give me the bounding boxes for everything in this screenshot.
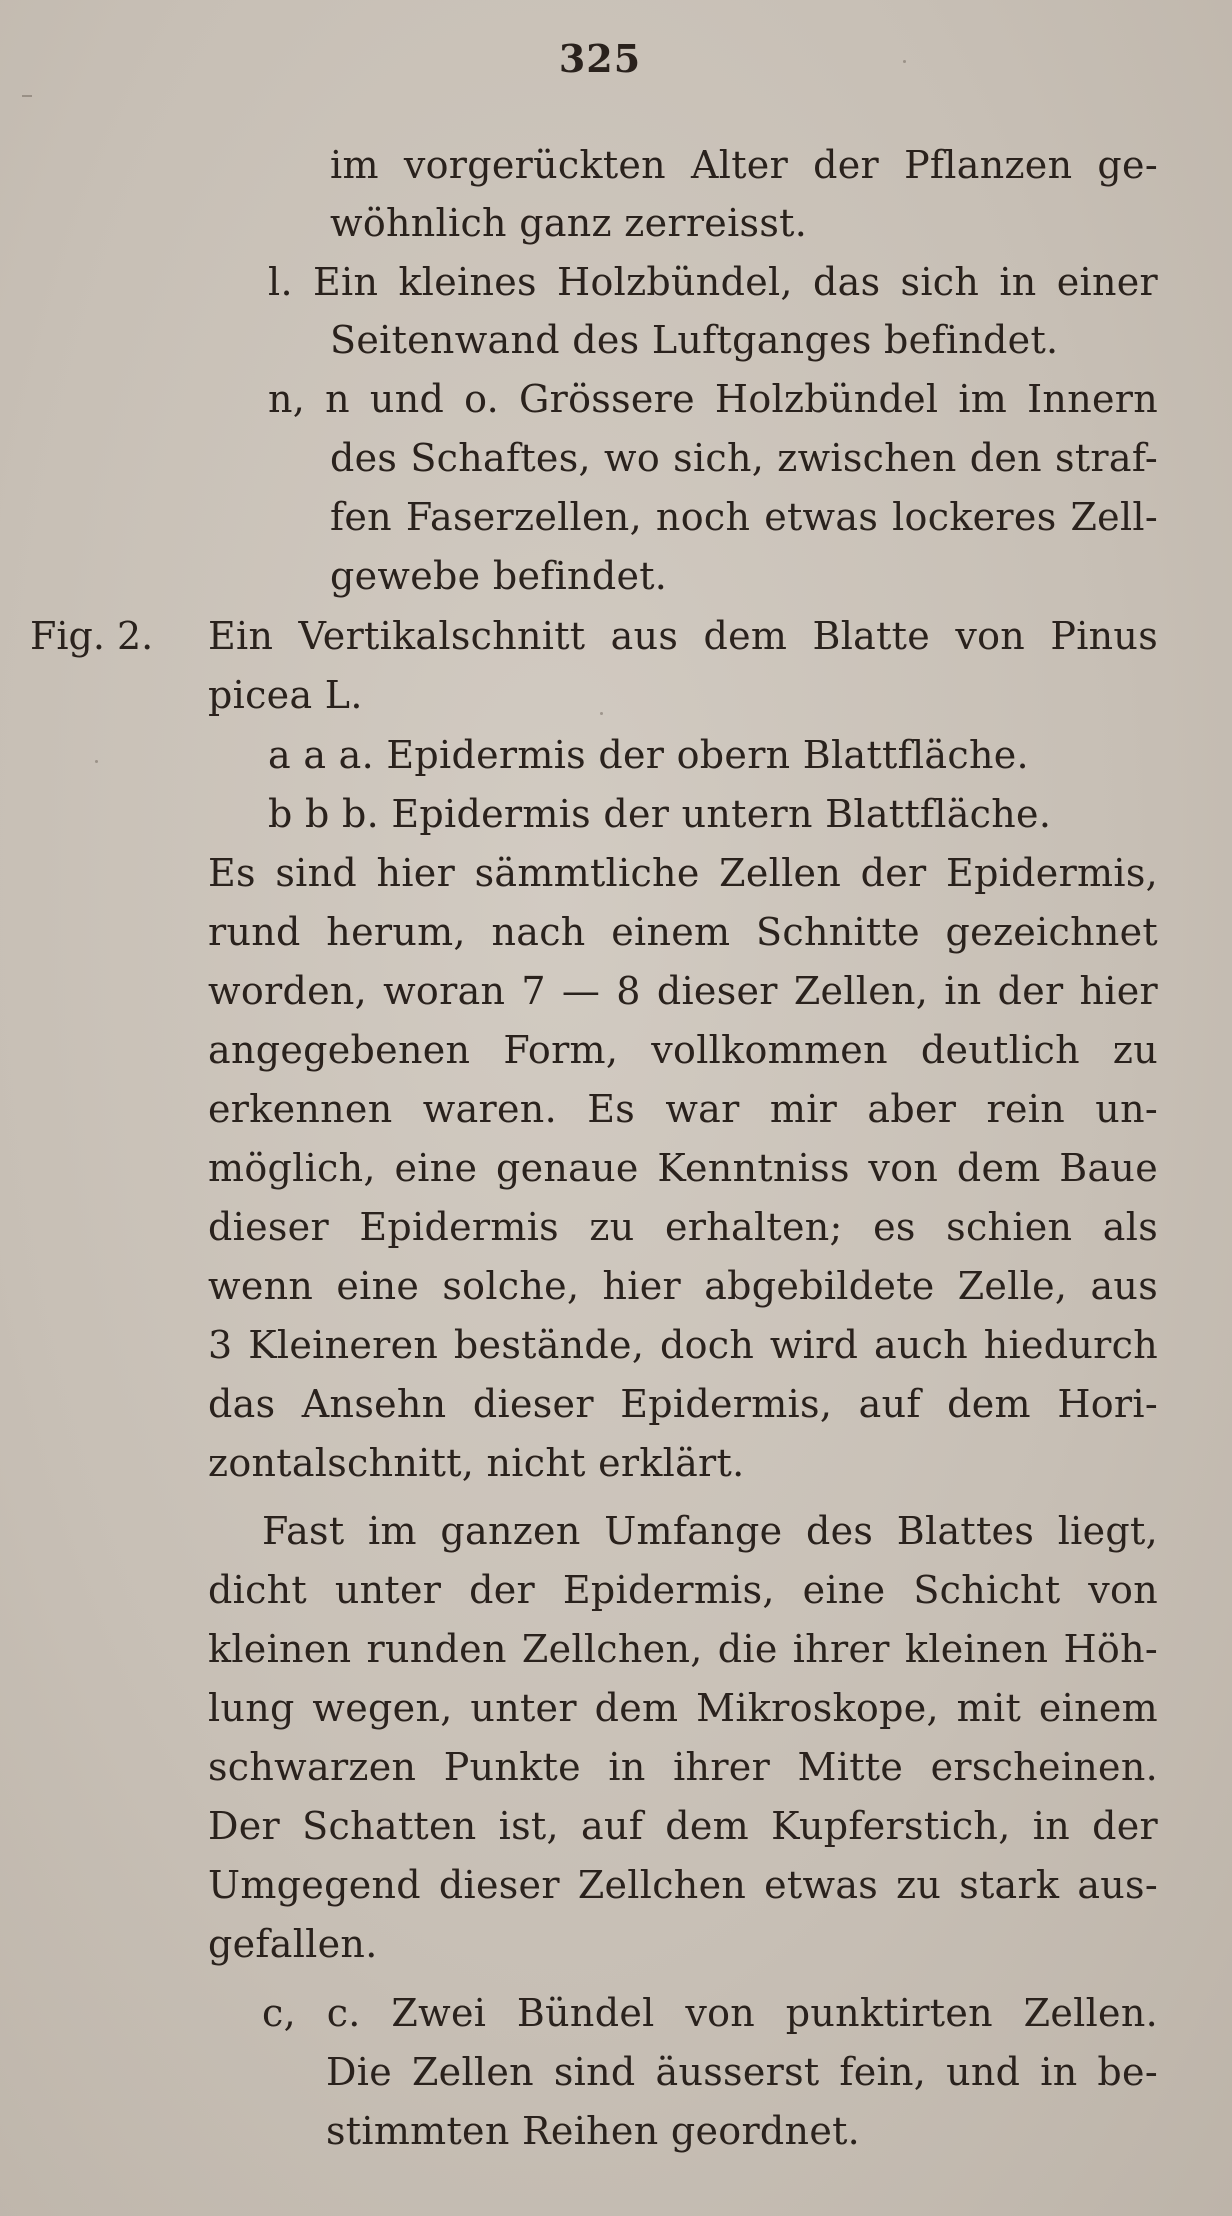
text-line: schwarzen Punkte in ihrer Mitte erscheinen.: [208, 1745, 1158, 1789]
paper-speck: [903, 60, 906, 63]
text-line: kleinen runden Zellchen, die ihrer kleinen Höh-: [208, 1627, 1158, 1671]
text-line: c, c. Zwei Bündel von punktirten Zellen.: [262, 1991, 1158, 2035]
text-line: im vorgerückten Alter der Pflanzen ge-: [330, 143, 1158, 187]
text-line: 3 Kleineren bestände, doch wird auch hiedurch: [208, 1323, 1158, 1367]
text-line: picea L.: [208, 673, 363, 717]
text-line: wöhnlich ganz zerreisst.: [330, 201, 808, 245]
text-line: Es sind hier sämmtliche Zellen der Epidermis,: [208, 851, 1158, 895]
text-line: zontalschnitt, nicht erklärt.: [208, 1441, 745, 1485]
text-line: b b b. Epidermis der untern Blattfläche.: [268, 792, 1052, 836]
text-line: worden, woran 7 — 8 dieser Zellen, in der hier: [208, 969, 1158, 1013]
paper-speck: [600, 712, 603, 715]
text-line: Seitenwand des Luftganges befindet.: [330, 318, 1059, 362]
paper-speck: [95, 760, 98, 763]
page-number: 325: [558, 36, 642, 81]
text-line: Umgegend dieser Zellchen etwas zu stark aus-: [208, 1863, 1158, 1907]
text-line: das Ansehn dieser Epidermis, auf dem Hori-: [208, 1382, 1158, 1426]
text-line: Die Zellen sind äusserst fein, und in be-: [326, 2050, 1158, 2094]
text-line: Der Schatten ist, auf dem Kupferstich, in der: [208, 1804, 1158, 1848]
text-line: rund herum, nach einem Schnitte gezeichnet: [208, 910, 1158, 954]
text-line: n, n und o. Grössere Holzbündel im Innern: [268, 377, 1158, 421]
text-line: gewebe befindet.: [330, 554, 668, 598]
text-line: möglich, eine genaue Kenntniss von dem Baue: [208, 1146, 1158, 1190]
text-line: des Schaftes, wo sich, zwischen den straf-: [330, 436, 1158, 480]
text-line: angegebenen Form, vollkommen deutlich zu: [208, 1028, 1158, 1072]
text-line: l. Ein kleines Holzbündel, das sich in einer: [268, 260, 1158, 304]
text-line: dicht unter der Epidermis, eine Schicht von: [208, 1568, 1158, 1612]
text-line: Ein Vertikalschnitt aus dem Blatte von Pinus: [208, 614, 1158, 658]
text-line: wenn eine solche, hier abgebildete Zelle, aus: [208, 1264, 1158, 1308]
text-line: Fast im ganzen Umfange des Blattes liegt,: [262, 1509, 1158, 1553]
text-line: gefallen.: [208, 1922, 378, 1966]
paper-speck: [22, 95, 32, 97]
text-line: a a a. Epidermis der obern Blattfläche.: [268, 733, 1029, 777]
text-line: stimmten Reihen geordnet.: [326, 2109, 861, 2153]
text-line: dieser Epidermis zu erhalten; es schien als: [208, 1205, 1158, 1249]
text-line: lung wegen, unter dem Mikroskope, mit einem: [208, 1686, 1158, 1730]
figure-label: Fig. 2.: [30, 614, 154, 658]
text-line: fen Faserzellen, noch etwas lockeres Zell-: [330, 495, 1158, 539]
text-line: erkennen waren. Es war mir aber rein un-: [208, 1087, 1158, 1131]
